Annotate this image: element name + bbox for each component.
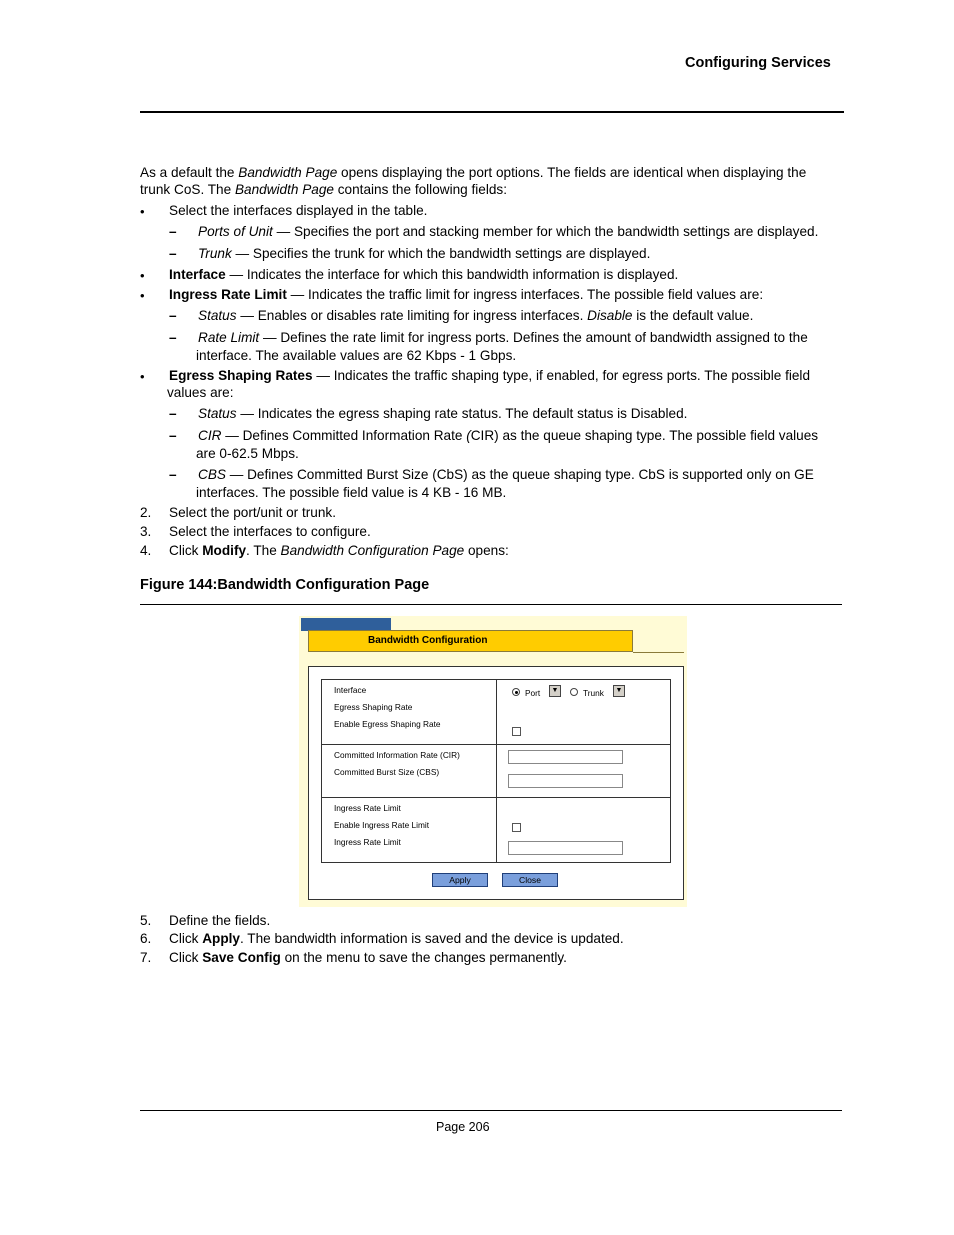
term: Modify	[202, 543, 247, 558]
port-dropdown[interactable]: ▼	[549, 685, 561, 697]
term: Ingress Rate Limit	[169, 287, 287, 302]
dash: –	[169, 428, 177, 443]
label-enable-ingress: Enable Ingress Rate Limit	[334, 820, 430, 830]
cir-input[interactable]	[508, 750, 623, 764]
enable-egress-checkbox[interactable]	[512, 727, 521, 736]
text: — Indicates the egress shaping rate status. The default status is Disabled.	[236, 406, 688, 421]
field-cir-cont: are 0-62.5 Mbps.	[196, 446, 299, 461]
trunk-radio-label: Trunk	[583, 688, 604, 698]
text: is the default value.	[632, 308, 754, 323]
text: contains the following fields:	[333, 182, 508, 197]
label-ingress-rate: Ingress Rate Limit	[334, 837, 401, 847]
row-ingress	[322, 797, 670, 862]
term: Status	[198, 308, 237, 323]
step-4	[169, 542, 509, 559]
text: . The	[246, 543, 281, 558]
ingress-rate-input[interactable]	[508, 841, 623, 855]
label-cell	[322, 798, 497, 862]
field-trunk	[198, 245, 650, 262]
text: — Specifies the port and stacking member for which the bandwidth settings are displayed.	[272, 224, 819, 239]
text: opens:	[464, 543, 509, 558]
label-cell	[322, 680, 497, 744]
row-rates	[322, 744, 670, 797]
text: . The bandwidth information is saved and the device is updated.	[240, 931, 624, 946]
emphasis: Disable	[587, 308, 633, 323]
text: CIR) as the queue shaping type. The possible field values	[470, 428, 819, 443]
step-number: 3.	[140, 524, 152, 539]
step-2: Select the port/unit or trunk.	[169, 505, 336, 520]
field-cir	[198, 427, 818, 444]
step-7	[169, 949, 567, 966]
dash: –	[169, 246, 177, 261]
text: Click	[169, 950, 203, 965]
text: trunk CoS. The	[140, 182, 235, 197]
text: Click	[169, 543, 203, 558]
text: on the menu to save the changes permanently.	[280, 950, 567, 965]
field-ingress-rate-limit	[169, 286, 763, 303]
bullet: •	[140, 369, 145, 384]
tab-rule	[633, 652, 684, 653]
term: Apply	[202, 931, 240, 946]
field-cbs-cont: interfaces. The possible field value is 4 KB - 16 MB.	[196, 485, 507, 500]
bandwidth-configuration-screenshot	[299, 616, 687, 907]
bullet: •	[140, 288, 145, 303]
step-6	[169, 930, 624, 947]
row-interface	[322, 680, 670, 744]
field-select: Select the interfaces displayed in the table.	[169, 203, 428, 218]
term: Trunk	[198, 246, 232, 261]
close-button[interactable]: Close	[502, 873, 558, 887]
step-5: Define the fields.	[169, 913, 271, 928]
field-ingress-rate-cont: interface. The available values are 62 Kbps - 1 Gbps.	[196, 348, 517, 363]
trunk-dropdown[interactable]: ▼	[613, 685, 625, 697]
label-egress-rate: Egress Shaping Rate	[334, 702, 413, 712]
text: — Indicates the interface for which this bandwidth information is displayed.	[225, 267, 679, 282]
label-cbs: Committed Burst Size (CBS)	[334, 767, 440, 777]
step-3: Select the interfaces to configure.	[169, 524, 371, 539]
header-rule	[140, 111, 844, 113]
config-table	[321, 679, 671, 863]
term: Save Config	[202, 950, 281, 965]
emphasis: Bandwidth Configuration Page	[280, 543, 465, 558]
step-number: 2.	[140, 505, 152, 520]
field-egress-shaping	[169, 367, 810, 384]
field-egress-shaping-cont: values are:	[167, 385, 234, 400]
footer-rule	[140, 1110, 842, 1111]
field-interface	[169, 266, 678, 283]
trunk-radio[interactable]	[570, 688, 578, 696]
term: Rate Limit	[198, 330, 260, 345]
text: — Defines Committed Information Rate	[221, 428, 467, 443]
step-number: 5.	[140, 913, 152, 928]
text: opens displaying the port options. The fields are identical when displaying the	[337, 165, 807, 180]
figure-rule	[140, 604, 842, 605]
term: CIR	[198, 428, 222, 443]
port-radio[interactable]	[512, 688, 520, 696]
dash: –	[169, 330, 177, 345]
bullet: •	[140, 204, 145, 219]
dialog-title: Bandwidth Configuration	[308, 630, 633, 652]
emphasis: Bandwidth Page	[238, 165, 338, 180]
step-number: 4.	[140, 543, 152, 558]
intro-line-1	[140, 164, 806, 181]
field-ingress-rate	[198, 329, 808, 346]
dash: –	[169, 406, 177, 421]
dash: –	[169, 467, 177, 482]
step-number: 6.	[140, 931, 152, 946]
emphasis: (	[466, 428, 471, 443]
label-enable-egress: Enable Egress Shaping Rate	[334, 719, 441, 729]
text: — Indicates the traffic limit for ingress interfaces. The possible field values are:	[286, 287, 764, 302]
dash: –	[169, 308, 177, 323]
step-number: 7.	[140, 950, 152, 965]
term: Interface	[169, 267, 226, 282]
term: Status	[198, 406, 237, 421]
page-number: Page 206	[436, 1120, 490, 1134]
label-ingress-limit: Ingress Rate Limit	[334, 803, 401, 813]
running-header: Configuring Services	[685, 55, 831, 71]
figure-caption: Figure 144:Bandwidth Configuration Page	[140, 577, 430, 593]
text: As a default the	[140, 165, 239, 180]
field-cbs	[198, 466, 814, 483]
field-egress-status	[198, 405, 687, 422]
label-cir: Committed Information Rate (CIR)	[334, 750, 460, 760]
text: — Indicates the traffic shaping type, if enabled, for egress ports. The possible field	[312, 368, 811, 383]
enable-ingress-checkbox[interactable]	[512, 823, 521, 832]
term: Egress Shaping Rates	[169, 368, 313, 383]
text: — Defines the rate limit for ingress ports. Defines the amount of bandwidth assigned to the	[259, 330, 808, 345]
label-interface: Interface	[334, 685, 367, 695]
text: Click	[169, 931, 203, 946]
term: CBS	[198, 467, 226, 482]
cbs-input[interactable]	[508, 774, 623, 788]
term: Ports of Unit	[198, 224, 273, 239]
dash: –	[169, 224, 177, 239]
emphasis: Bandwidth Page	[234, 182, 334, 197]
port-radio-label: Port	[525, 688, 541, 698]
config-panel	[308, 666, 684, 900]
field-ports-of-unit	[198, 223, 818, 240]
text: — Defines Committed Burst Size (CbS) as the queue shaping type. CbS is supported only on GE	[225, 467, 814, 482]
apply-button[interactable]: Apply	[432, 873, 488, 887]
label-cell	[322, 745, 497, 797]
bullet: •	[140, 268, 145, 283]
text: — Enables or disables rate limiting for ingress interfaces.	[236, 308, 588, 323]
field-ingress-status	[198, 307, 753, 324]
text: — Specifies the trunk for which the bandwidth settings are displayed.	[231, 246, 651, 261]
intro-line-2	[140, 181, 507, 198]
